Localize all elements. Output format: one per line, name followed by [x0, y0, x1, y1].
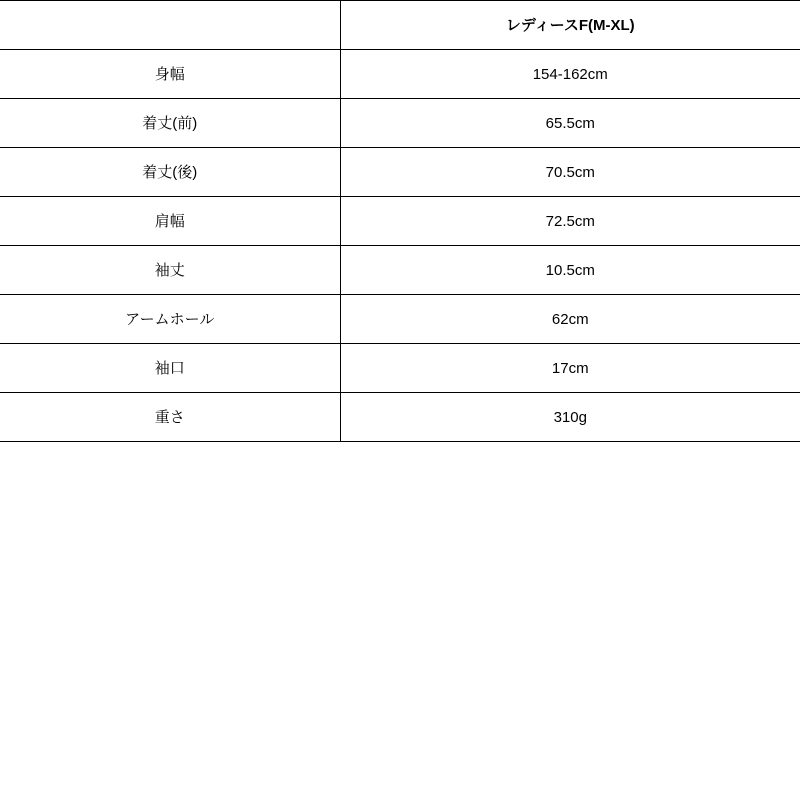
column-header-measurement [0, 1, 340, 50]
row-label: 重さ [0, 393, 340, 442]
row-value: 10.5cm [340, 246, 800, 295]
table-row [0, 50, 800, 99]
row-label: 肩幅 [0, 197, 340, 246]
row-value: 70.5cm [340, 148, 800, 197]
table-row [0, 295, 800, 344]
table-row [0, 246, 800, 295]
row-value: 72.5cm [340, 197, 800, 246]
table-row [0, 197, 800, 246]
table-row [0, 393, 800, 442]
row-value: 17cm [340, 344, 800, 393]
row-value: 62cm [340, 295, 800, 344]
row-label: 着丈(後) [0, 148, 340, 197]
row-label: 着丈(前) [0, 99, 340, 148]
table-row [0, 148, 800, 197]
table-body [0, 50, 800, 442]
table-row [0, 99, 800, 148]
row-value: 65.5cm [340, 99, 800, 148]
row-label: アームホール [0, 295, 340, 344]
table-header-row [0, 1, 800, 50]
table-header [0, 1, 800, 50]
row-value: 154-162cm [340, 50, 800, 99]
row-label: 袖口 [0, 344, 340, 393]
column-header-size: レディースF(M-XL) [340, 1, 800, 50]
row-label: 身幅 [0, 50, 340, 99]
table-row [0, 344, 800, 393]
row-value: 310g [340, 393, 800, 442]
row-label: 袖丈 [0, 246, 340, 295]
